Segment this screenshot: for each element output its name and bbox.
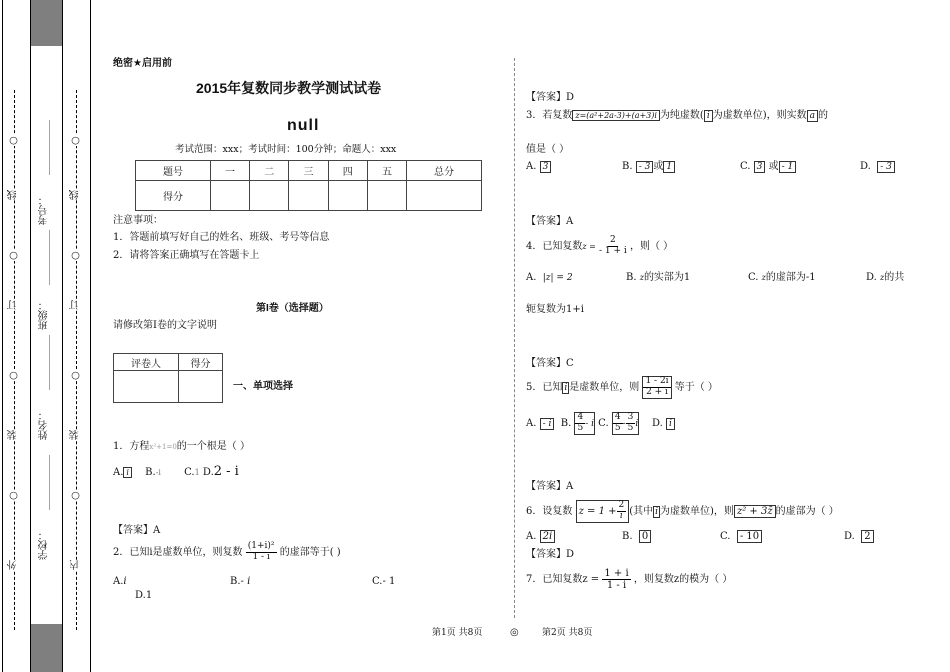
score-cell[interactable] (210, 181, 249, 211)
q2-opt-b-val: - i (240, 576, 251, 587)
grader-header-1: 得分 (178, 354, 222, 371)
q2-opt-d-val: 1 (145, 590, 153, 601)
q6-z: z = 1 + $\frac{2}{i}$ (576, 500, 630, 523)
inner-char-1: 内 (70, 560, 81, 570)
q5-opt-a[interactable]: A. (526, 417, 537, 429)
q4-opt-d-text-2: 轭复数为1+i (526, 304, 584, 315)
q3-opt-c-val2: - 1 (779, 161, 797, 173)
q4-opt-a-val: |z| = 2 (542, 273, 573, 283)
q1-opt-a-val: i (123, 467, 132, 478)
q5-opt-a-val: - i (540, 418, 555, 430)
binding-strip (0, 0, 92, 672)
q6-opt-d-val: 2 (861, 530, 873, 543)
q1-opt-b-val: -i (155, 468, 161, 477)
q4-opt-b-text: 的实部为1 (643, 272, 691, 283)
answer-2: 【答案】D (526, 92, 575, 103)
score-header-0: 题号 (136, 161, 211, 181)
exam-info: 考试范围：xxx；考试时间：100分钟；命题人：xxx (175, 144, 397, 155)
outer-circle-1: ○ (8, 490, 19, 501)
section-title: 一、单项选择 (233, 381, 293, 392)
q3-stem: 3．若复数 z=(a²+2a-3)+(a+3)i 为纯虚数( i 为虚数单位)，则实数 a 的 (526, 110, 829, 121)
q5-i: i (564, 382, 568, 393)
q2-opt-a[interactable]: A. (113, 576, 124, 587)
q4-opt-d-text: 的共 (884, 272, 905, 283)
q6-opt-b-val: 0 (639, 530, 651, 543)
note-2: 2．请将答案正确填写在答题卡上 (113, 250, 260, 261)
q3-opt-b-val2: 1 (663, 161, 675, 173)
score-header-5: 五 (367, 161, 406, 181)
grader-cell[interactable] (178, 371, 222, 403)
outer-char-3: 订 (8, 300, 19, 310)
q5-stem: 5．已知 i 是虚数单位，则 $\frac{1 - 2i}{2 + i}$ 等于（ ） (526, 376, 718, 397)
outer-circle-3: ○ (8, 250, 19, 261)
q2-opt-c-val: - 1 (382, 576, 396, 587)
answer-5: 【答案】A (526, 481, 574, 492)
q3-a: a (807, 110, 818, 122)
outer-char-4: 线 (8, 190, 19, 200)
q1-opt-c-val: 1 (194, 468, 200, 477)
score-header-1: 一 (210, 161, 249, 181)
q2-options (113, 576, 413, 588)
score-cell[interactable] (367, 181, 406, 211)
q3-opt-c-val: 3 (754, 161, 766, 173)
field-school-blank[interactable]: ___________ (39, 455, 50, 510)
footer-right: 第2页 共8页 (542, 628, 593, 638)
outer-circle-2: ○ (8, 370, 19, 381)
field-school: 学校： (39, 530, 50, 560)
q4-opt-b[interactable]: B. (626, 272, 637, 283)
score-cell[interactable] (407, 181, 482, 211)
field-id: 考号： (39, 195, 50, 225)
score-header-3: 三 (289, 161, 328, 181)
score-cell[interactable] (250, 181, 289, 211)
inner-char-2: 装 (70, 430, 81, 440)
answer-4: 【答案】C (526, 358, 574, 369)
outer-char-2: 装 (8, 430, 19, 440)
q2-opt-c[interactable]: C. (372, 576, 383, 587)
outer-char-1: 外 (8, 560, 19, 570)
notes-title: 注意事项： (113, 215, 163, 226)
part-desc: 请修改第I卷的文字说明 (113, 320, 217, 331)
q6-opt-d[interactable]: D. (844, 531, 855, 542)
score-cell[interactable] (328, 181, 367, 211)
q5-opt-c-val: $\frac{4}{5}$ - $\frac{3}{5}$ i (612, 412, 639, 435)
note-1: 1．答题前填写好自己的姓名、班级、考号等信息 (113, 232, 330, 243)
q1-opt-b[interactable]: B. (145, 467, 156, 478)
q6-stem: 6．设复数 z = 1 + $\frac{2}{i}$ (其中 i 为虚数单位)，则 z² + 3z̄ 的虚部为（ ） (526, 500, 839, 521)
inner-circle-3: ○ (70, 250, 81, 261)
q2-fraction: $\frac{\text{(1+i)²}}{1 - i}$ (247, 541, 275, 562)
q4-stem: 4．已知复数z = $\frac{2}{- 1 + i}$ ，则（ ） (526, 235, 674, 256)
q6-opt-c-val: - 10 (737, 530, 762, 543)
answer-1: 【答案】A (113, 525, 161, 536)
exam-title: 2015年复数同步教学测试试卷 (196, 80, 382, 96)
footer-separator: ◎ (510, 627, 519, 638)
q7-fraction: $\frac{1 + i}{1 - i}$ (604, 568, 629, 591)
gray-bar-top (30, 0, 62, 46)
q3-stem-2: 值是（ ） (526, 144, 570, 155)
q5-fraction: $\frac{1 - 2i}{2 + i}$ (642, 376, 671, 399)
q5-options (526, 412, 675, 435)
q4-opt-c[interactable]: C. (748, 272, 759, 283)
q6-expr: z² + 3z̄ (734, 505, 776, 518)
score-cell[interactable] (289, 181, 328, 211)
q4-opt-a[interactable]: A. (526, 272, 537, 283)
q6-opt-a-val: 2i (540, 530, 556, 543)
field-class-blank[interactable]: ___________ (39, 230, 50, 285)
q6-opt-c[interactable]: C. (720, 531, 731, 542)
q1-stem: 1．方程x²+1=0的一个根是（ ） (113, 441, 250, 452)
q2-opt-b[interactable]: B. (230, 576, 241, 587)
outer-circle-4: ○ (8, 135, 19, 146)
q2-opt-d[interactable]: D. (135, 590, 146, 601)
q3-opt-d[interactable]: D. (860, 161, 871, 172)
score-header-2: 二 (250, 161, 289, 181)
gray-bar-bottom (30, 624, 62, 672)
q7-stem: 7．已知复数z = $\frac{1 + i}{1 - i}$ ，则复数z的模为（ ） (526, 568, 733, 591)
grader-cell[interactable] (114, 371, 179, 403)
q5-opt-b[interactable]: B. (560, 417, 572, 429)
q1-opt-d[interactable]: D. (202, 467, 214, 478)
grader-header-0: 评卷人 (114, 354, 179, 371)
q5-opt-b-val: $\frac{4}{5}$ - i (574, 412, 595, 435)
q5-opt-d-val: i (666, 418, 675, 430)
score-table (135, 160, 482, 211)
inner-circle-1: ○ (70, 490, 81, 501)
q4-opt-c-text: 的虚部为-1 (765, 272, 816, 283)
answer-6: 【答案】D (526, 549, 575, 560)
q3-opt-c[interactable]: C. (740, 161, 751, 172)
q6-i: i (655, 506, 659, 517)
answer-3: 【答案】A (526, 216, 574, 227)
field-class: 班级： (39, 300, 50, 330)
q3-opt-d-val: - 3 (877, 161, 895, 173)
q4-opt-d[interactable]: D. (866, 272, 877, 283)
inner-char-3: 订 (70, 300, 81, 310)
q6-opt-a[interactable]: A. (526, 531, 537, 542)
q2-opt-a-val: i (123, 576, 127, 587)
inner-char-4: 线 (70, 190, 81, 200)
secret-label: 绝密★启用前 (113, 58, 172, 69)
q1-opt-d-val: 2 - i (213, 464, 239, 479)
score-header-4: 四 (328, 161, 367, 181)
score-header-6: 总分 (407, 161, 482, 181)
exam-subtitle: null (287, 117, 320, 134)
q3-opt-b-val: - 3 (636, 161, 654, 173)
q1-options (113, 464, 239, 480)
q3-opt-a[interactable]: A. (526, 161, 537, 172)
q3-i: i (704, 110, 713, 122)
field-name-blank[interactable]: ___________ (39, 335, 50, 390)
grader-table (113, 353, 223, 403)
q3-opt-b[interactable]: B. (622, 161, 633, 172)
page-divider (514, 58, 515, 618)
q2-stem: 2．已知i是虚数单位，则复数 $\frac{\text{(1+i)²}}{1 - i}$ 的虚部等于( ) (113, 541, 341, 562)
q1-equation: x²+1=0 (149, 443, 177, 451)
q5-opt-c[interactable]: C. (598, 417, 609, 429)
footer-left: 第1页 共8页 (432, 628, 483, 638)
part-title: 第I卷（选择题） (256, 303, 329, 314)
score-row-label: 得分 (136, 181, 211, 211)
inner-circle-4: ○ (70, 135, 81, 146)
q3-options (526, 161, 551, 173)
q6-opt-b[interactable]: B. (622, 531, 633, 542)
field-name: 姓名： (39, 410, 50, 440)
q3-opt-a-val: 3 (540, 161, 552, 173)
q5-opt-d[interactable]: D. (651, 417, 663, 429)
q3-formula: z=(a²+2a-3)+(a+3)i (572, 110, 660, 121)
field-id-blank[interactable]: ___________ (39, 120, 50, 175)
q1-opt-c[interactable]: C. (184, 467, 195, 478)
inner-circle-2: ○ (70, 370, 81, 381)
q1-opt-a[interactable]: A. (113, 467, 124, 478)
q4-fraction: $\frac{2}{- 1 + i}$ (599, 235, 627, 256)
